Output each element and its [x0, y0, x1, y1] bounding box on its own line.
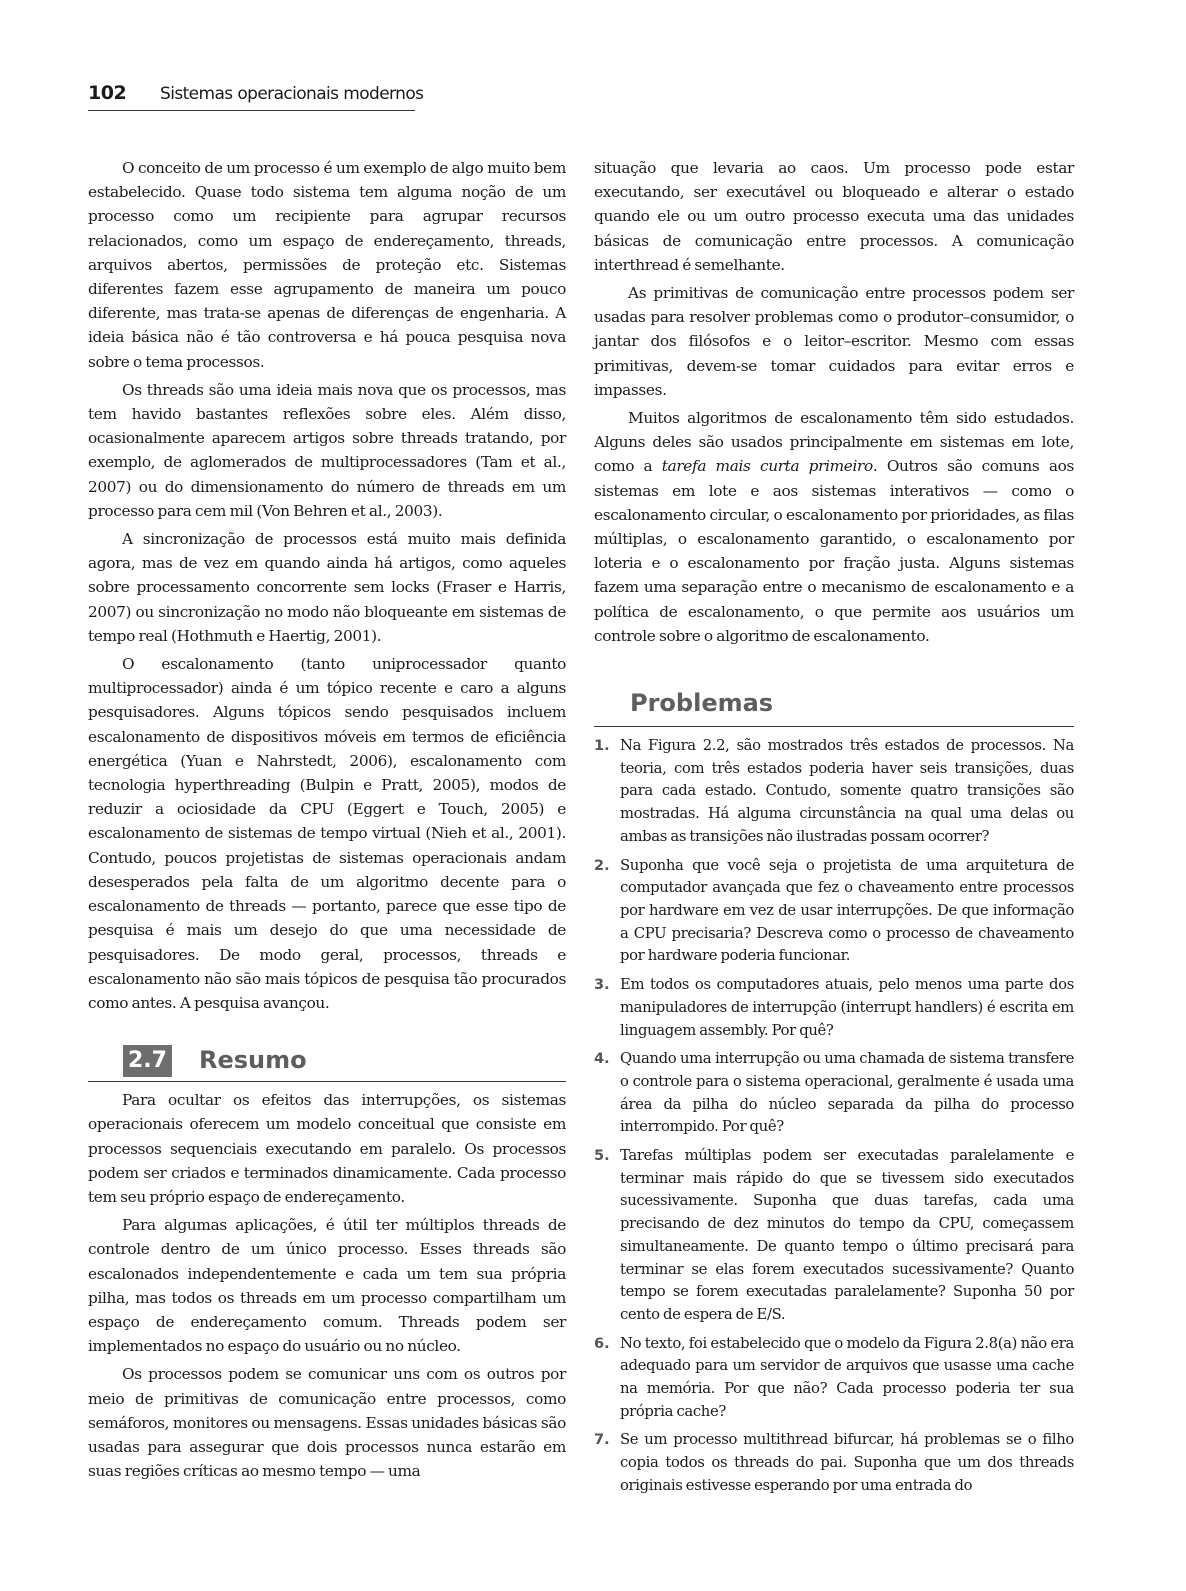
problem-number: 4.	[594, 1051, 610, 1068]
section-title: Resumo	[199, 1046, 307, 1075]
left-column	[88, 156, 566, 1487]
problem-item	[594, 974, 1074, 1042]
right-column	[594, 156, 1074, 1504]
book-title: Sistemas operacionais modernos	[160, 84, 424, 104]
problems-title: Problemas	[630, 689, 774, 718]
body-paragraph: Os threads são uma ideia mais nova que os processos, mas tem havido bastantes reflexões sobre eles. Além disso, ocasionalmente aparecem artigos sobre threads tratando, por exemplo, de aglomerados de multiprocessadores (Tam et al., 2007) ou do dimensionamento do número de threads em um processo para cem mil (Von Behren et al., 2003).	[88, 380, 566, 520]
problems-heading	[594, 682, 1074, 727]
problem-text: Tarefas múltiplas podem ser executadas paralelamente e terminar mais rápido do que se tivessem sido executados sucessivamente. Suponha que duas tarefas, cada uma precisando de dez minutos do tempo da CPU, começassem simultaneamente. De quanto tempo o último precisará para terminar se elas forem executados sucessivamente? Quanto tempo se forem executadas paralelamente? Suponha 50 por cento de espera de E/S.	[620, 1147, 1074, 1323]
problem-item	[594, 1333, 1074, 1424]
section-heading	[88, 1041, 566, 1082]
summary-paragraph: Para algumas aplicações, é útil ter múltiplos threads de controle dentro de um único processo. Esses threads são escalonados independentemente e cada um tem sua própria pilha, mas todos os threads em um processo compartilham um espaço de endereçamento comum. Threads podem ser implementados no espaço do usuário ou no núcleo.	[88, 1216, 566, 1356]
problem-number: 1.	[594, 738, 610, 755]
body-paragraph: A sincronização de processos está muito mais definida agora, mas de vez em quando ainda há artigos, como aqueles sobre processamento concorrente sem locks (Fraser e Harris, 2007) ou sincronização no modo não bloqueante em sistemas de tempo real (Hothmuth e Haertig, 2001).	[88, 530, 566, 645]
problem-text: Quando uma interrupção ou uma chamada de sistema transfere o controle para o sistema operacional, geralmente é usada uma área da pilha do núcleo separada da pilha do processo interrompido. Por quê?	[620, 1050, 1074, 1136]
body-paragraph: O escalonamento (tanto uniprocessador quanto multiprocessador) ainda é um tópico recente e caro a alguns pesquisadores. Alguns tópicos sendo pesquisados incluem escalonamento de dispositivos móveis em termos de eficiência energética (Yuan e Nahrstedt, 2006), escalonamento com tecnologia hyperthreading (Bulpin e Pratt, 2005), modos de reduzir a ociosidade da CPU (Eggert e Touch, 2005) e escalonamento de sistemas de tempo virtual (Nieh et al., 2001). Contudo, poucos projetistas de sistemas operacionais andam desesperados pela falta de um algoritmo decente para o escalonamento de threads — portanto, parece que esse tipo de pesquisa é mais um desejo do que uma necessidade de pesquisadores. De modo geral, processos, threads e escalonamento não são mais tópicos de pesquisa tão procurados como antes. A pesquisa avançou.	[88, 655, 566, 1012]
body-paragraph: As primitivas de comunicação entre processos podem ser usadas para resolver problemas como o produtor–consumidor, o jantar dos filósofos e o leitor–escritor. Mesmo com essas primitivas, devem-se tomar cuidados para evitar erros e impasses.	[594, 284, 1074, 399]
problem-item	[594, 1429, 1074, 1497]
problem-number: 2.	[594, 857, 610, 874]
body-paragraph: O conceito de um processo é um exemplo de algo muito bem estabelecido. Quase todo sistema tem alguma noção de um processo como um recipiente para agrupar recursos relacionados, como um espaço de endereçamento, threads, arquivos abertos, permissões de proteção etc. Sistemas diferentes fazem esse agrupamento de maneira um pouco diferente, mas trata-se apenas de diferenças de engenharia. A ideia básica não é tão controversa e há pouca pesquisa nova sobre o tema processos.	[88, 159, 566, 371]
summary-paragraph: Para ocultar os efeitos das interrupções, os sistemas operacionais oferecem um modelo conceitual que consiste em processos sequenciais executando em paralelo. Os processos podem ser criados e terminados dinamicamente. Cada processo tem seu próprio espaço de endereçamento.	[88, 1091, 566, 1206]
problem-text: Em todos os computadores atuais, pelo menos uma parte dos manipuladores de interrupção (interrupt handlers) é escrita em linguagem assembly. Por quê?	[620, 976, 1074, 1039]
problem-text: Suponha que você seja o projetista de uma arquitetura de computador avançada que fez o chaveamento entre processos por hardware em vez de usar interrupções. De que informação a CPU precisaria? Descreva como o processo de chaveamento por hardware poderia funcionar.	[620, 856, 1074, 965]
paragraph-text: Muitos algoritmos de escalonamento têm sido estudados. Alguns deles são usados principalmente em sistemas em lote, como a	[594, 409, 1074, 476]
problem-number: 6.	[594, 1335, 610, 1352]
problem-item	[594, 735, 1074, 849]
problem-number: 5.	[594, 1148, 610, 1165]
summary-paragraph: Os processos podem se comunicar uns com os outros por meio de primitivas de comunicação entre processos, como semáforos, monitores ou mensagens. Essas unidades básicas são usadas para assegurar que dois processos nunca estarão em suas regiões críticas ao mesmo tempo — uma	[88, 1365, 566, 1481]
problem-number: 7.	[594, 1432, 610, 1449]
section-number: 2.7	[123, 1045, 172, 1077]
continued-paragraph: situação que levaria ao caos. Um processo pode estar executando, ser executável ou bloqueado e alterar o estado quando ele ou um outro processo executa uma das unidades básicas de comunicação entre processos. A comunicação interthread é semelhante.	[594, 159, 1074, 274]
problem-item	[594, 1048, 1074, 1139]
problem-item	[594, 855, 1074, 969]
problem-item	[594, 1145, 1074, 1327]
running-header	[88, 80, 424, 111]
problem-text: Na Figura 2.2, são mostrados três estados de processos. Na teoria, com três estados poderia haver seis transições, duas para cada estado. Contudo, somente quatro transições são mostradas. Há alguma circunstância na qual uma delas ou ambas as transições não ilustradas possam ocorrer?	[620, 737, 1074, 845]
problem-text: Se um processo multithread bifurcar, há problemas se o filho copia todos os threads do pai. Suponha que um dos threads originais estivesse esperando por uma entrada do	[620, 1431, 1074, 1494]
problem-number: 3.	[594, 977, 610, 994]
italic-term: tarefa mais curta primeiro	[661, 457, 873, 476]
problem-text: No texto, foi estabelecido que o modelo da Figura 2.8(a) não era adequado para um servidor de arquivos que usasse uma cache na memória. Por que não? Cada processo poderia ter sua própria cache?	[620, 1334, 1074, 1420]
page-number: 102	[88, 82, 127, 104]
body-paragraph	[594, 406, 1074, 648]
paragraph-text: . Outros são comuns aos sistemas em lote e aos sistemas interativos — como o escalonamento circular, o escalonamento por prioridades, as filas múltiplas, o escalonamento garantido, o escalonamento por loteria e o escalonamento por fração justa. Alguns sistemas fazem uma separação entre o mecanismo de escalonamento e a política de escalonamento, o que permite aos usuários um controle sobre o algoritmo de escalonamento.	[594, 457, 1074, 645]
